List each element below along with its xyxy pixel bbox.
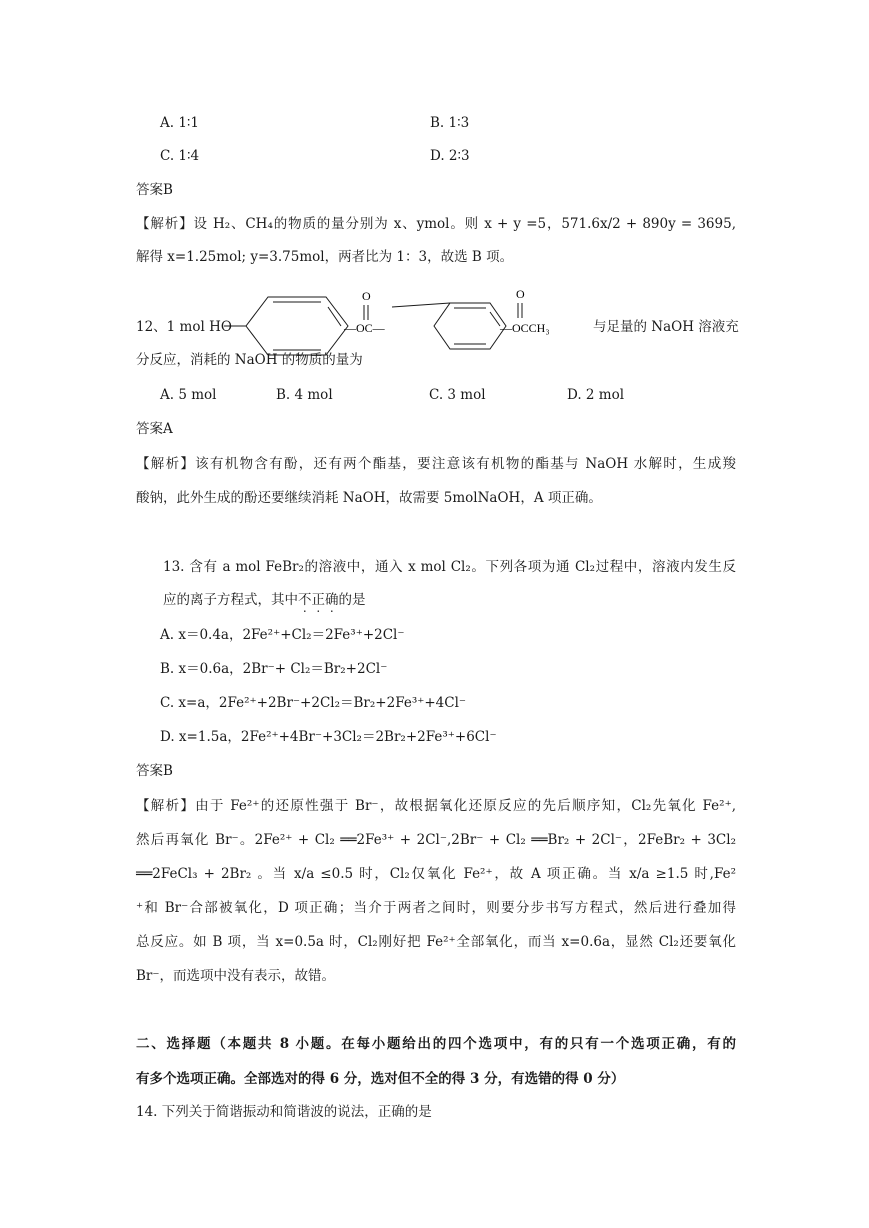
q12-answer: 答案A bbox=[136, 421, 173, 437]
q13-analysis-line5: 总反应。如 B 项，当 x=0.5a 时，Cl₂刚好把 Fe²⁺全部氧化，而当 x=0.6a，显然 Cl₂还要氧化 bbox=[136, 934, 736, 950]
q11-option-d: D. 2∶3 bbox=[430, 148, 470, 164]
q13-analysis-line2: 然后再氧化 Br⁻。2Fe²⁺ + Cl₂ ══2Fe³⁺ + 2Cl⁻,2Br⁻ + Cl₂ ══Br₂ + 2Cl⁻，2FeBr₂ + 3Cl₂ bbox=[136, 832, 736, 848]
q13-analysis-line6: Br⁻，而选项中没有表示，故错。 bbox=[136, 968, 335, 984]
q11-option-c: C. 1∶4 bbox=[160, 148, 200, 164]
q12-option-d: D. 2 mol bbox=[567, 387, 625, 403]
q13-analysis-line3: ══2FeCl₃ + 2Br₂ 。当 x/a ≤0.5 时，Cl₂仅氧化 Fe²⁺，故 A 项正确。当 x/a ≥1.5 时,Fe² bbox=[136, 866, 736, 882]
q13-stem-text: 应的离子方程式，其中 bbox=[163, 592, 298, 608]
q12-option-a: A. 5 mol bbox=[160, 387, 217, 403]
q13-analysis-line1: 【解析】由于 Fe²⁺的还原性强于 Br⁻，故根据氧化还原反应的先后顺序知，Cl₂先氧化 Fe²⁺, bbox=[136, 798, 736, 814]
q12-oxygen-2: O bbox=[516, 287, 525, 301]
q13-option-a: A. x＝0.4a，2Fe²⁺+Cl₂＝2Fe³⁺+2Cl⁻ bbox=[160, 627, 405, 643]
q13-stem-text-end: 的是 bbox=[338, 592, 366, 608]
q13-analysis-line4: ⁺和 Br⁻合部被氧化，D 项正确；当介于两者之间时，则要分步书写方程式，然后进行叠加得 bbox=[136, 900, 736, 916]
q11-answer: 答案B bbox=[136, 182, 173, 198]
q13-stem-line1: 13. 含有 a mol FeBr₂的溶液中，通入 x mol Cl₂。下列各项为通 Cl₂过程中，溶液内发生反 bbox=[163, 559, 736, 575]
section2-heading-line2: 有多个选项正确。全部选对的得 6 分，选对但不全的得 3 分，有选错的得 0 分） bbox=[136, 1071, 625, 1087]
q13-option-c: C. x=a，2Fe²⁺+2Br⁻+2Cl₂＝Br₂+2Fe³⁺+4Cl⁻ bbox=[160, 695, 467, 711]
q13-emphasis-char-2: 正 bbox=[311, 592, 325, 608]
q12-stem-suffix: 与足量的 NaOH 溶液充 bbox=[593, 319, 739, 335]
q12-stem-line2: 分反应，消耗的 NaOH 的物质的量为 bbox=[136, 352, 363, 368]
q11-option-a: A. 1∶1 bbox=[160, 115, 200, 131]
section2-heading-line1: 二、选择题（本题共 8 小题。在每小题给出的四个选项中，有的只有一个选项正确，有的 bbox=[136, 1036, 736, 1052]
q12-option-c: C. 3 mol bbox=[429, 387, 486, 403]
q12-oxygen-1: O bbox=[362, 289, 371, 303]
q13-emphasis-char-3: 确 bbox=[325, 592, 339, 608]
q12-analysis-line2: 酸钠，此外生成的酚还要继续消耗 NaOH，故需要 5molNaOH，A 项正确。 bbox=[136, 490, 602, 506]
q12-stem-prefix: 12、1 mol HO bbox=[136, 319, 232, 335]
q12-analysis-line1: 【解析】该有机物含有酚，还有两个酯基，要注意该有机物的酯基与 NaOH 水解时，生成羧 bbox=[136, 456, 736, 472]
q13-emphasis-char-1: 不 bbox=[298, 592, 312, 608]
q12-occh3-group: —OCCH₃ bbox=[500, 321, 550, 335]
q13-stem-line2 bbox=[163, 590, 366, 610]
q11-analysis-line1: 【解析】设 H₂、CH₄的物质的量分别为 x、ymol。则 x + y =5，571.6x/2 + 890y = 3695, bbox=[136, 216, 736, 232]
q12-oc-group: —OC— bbox=[344, 321, 385, 335]
q11-analysis-line2: 解得 x=1.25mol; y=3.75mol，两者比为 1：3，故选 B 项。 bbox=[136, 249, 514, 265]
q12-option-b: B. 4 mol bbox=[276, 387, 333, 403]
q13-option-b: B. x＝0.6a，2Br⁻+ Cl₂＝Br₂+2Cl⁻ bbox=[160, 661, 388, 677]
q13-answer: 答案B bbox=[136, 763, 173, 779]
q11-option-b: B. 1∶3 bbox=[430, 115, 470, 131]
q14-stem: 14. 下列关于简谐振动和简谐波的说法，正确的是 bbox=[136, 1104, 432, 1120]
q13-option-d: D. x=1.5a，2Fe²⁺+4Br⁻+3Cl₂＝2Br₂+2Fe³⁺+6Cl⁻ bbox=[160, 729, 497, 745]
